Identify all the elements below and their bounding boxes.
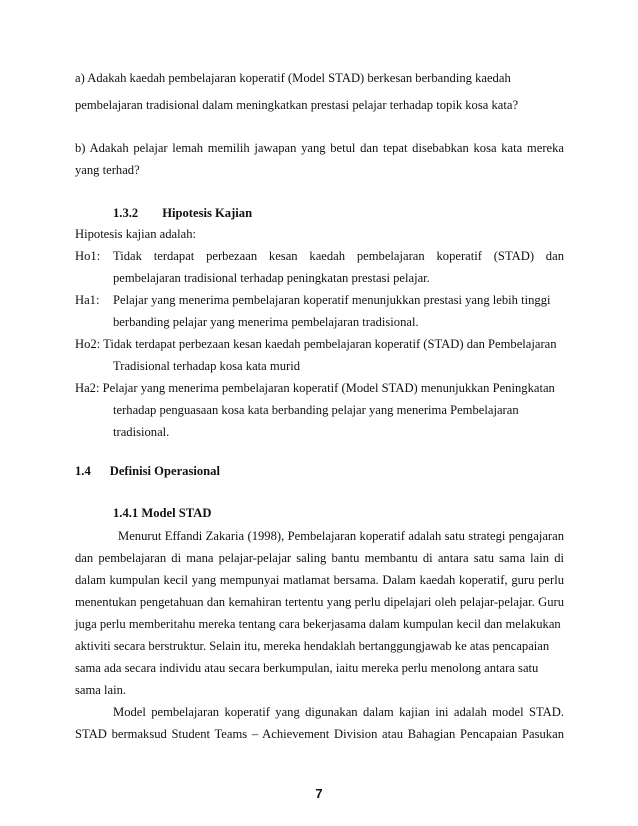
ha1-line-1: Pelajar yang menerima pembelajaran koperatif menunjukkan prestasi yang lebih tinggi [113, 293, 551, 307]
paragraph-1-line-3: dalam kumpulan kecil yang mempunyai matlamat bersama. Dalam kaedah koperatif, guru perlu [75, 573, 564, 587]
question-b-line-1: b) Adakah pelajar lemah memilih jawapan yang betul dan tepat disebabkan kosa kata mereka [75, 141, 564, 155]
ha2-line-2: terhadap penguasaan kosa kata berbanding pelajar yang menerima Pembelajaran [113, 403, 519, 417]
paragraph-1-line-2: dan pembelajaran di mana pelajar-pelajar saling bantu membantu di antara satu sama lain di [75, 551, 564, 565]
section-title: Hipotesis Kajian [162, 206, 253, 220]
question-a-line-1: a) Adakah kaedah pembelajaran koperatif (Model STAD) berkesan berbanding kaedah [75, 71, 511, 85]
question-b-line-2: yang terhad? [75, 163, 140, 177]
section-title: Definisi Operasional [109, 464, 220, 478]
paragraph-1-line-8: sama lain. [75, 683, 127, 697]
ho2-line-2: Tradisional terhadap kosa kata murid [113, 359, 300, 373]
ho2-line-1: Ho2: Tidak terdapat perbezaan kesan kaedah pembelajaran koperatif (STAD) dan Pembelajaran [75, 337, 557, 351]
paragraph-1-line-5: juga perlu memberitahu mereka tentang cara bekerjasama dalam kumpulan kecil dan melakukan [75, 617, 561, 631]
paragraph-1-line-4: menentukan pengetahuan dan kemahiran tertentu yang perlu dipelajari oleh pelajar-pelajar. Guru [75, 595, 564, 609]
paragraph-2-line-2: STAD bermaksud Student Teams – Achievement Division atau Bahagian Pencapaian Pasukan [75, 727, 564, 741]
section-heading-1-3-2 [113, 205, 602, 221]
ha2-line-3: tradisional. [113, 425, 170, 439]
section-heading-1-4-1: 1.4.1 Model STAD [113, 506, 212, 520]
page-number: 7 [315, 786, 323, 801]
ho1-line-1: Tidak terdapat perbezaan kesan kaedah pembelajaran koperatif (STAD) dan [113, 249, 564, 263]
paragraph-1-line-6: aktiviti secara berstruktur. Selain itu, mereka hendaklah bertanggungjawab ke atas pencapaian [75, 639, 550, 653]
section-heading-1-4 [75, 463, 564, 479]
ho1-line-2: pembelajaran tradisional terhadap peningkatan prestasi pelajar. [113, 271, 430, 285]
paragraph-2-line-1: Model pembelajaran koperatif yang digunakan dalam kajian ini adalah model STAD. [113, 705, 564, 719]
section-number: 1.4 [75, 464, 91, 478]
ha1-label: Ha1: [75, 293, 100, 307]
paragraph-1-line-1: Menurut Effandi Zakaria (1998), Pembelajaran koperatif adalah satu strategi pengajaran [118, 529, 564, 543]
ha2-line-1: Ha2: Pelajar yang menerima pembelajaran koperatif (Model STAD) menunjukkan Peningkatan [75, 381, 555, 395]
ha1-line-2: berbanding pelajar yang menerima pembelajaran tradisional. [113, 315, 419, 329]
section-number: 1.3.2 [113, 206, 139, 220]
hypothesis-intro: Hipotesis kajian adalah: [75, 227, 197, 241]
paragraph-1-line-7: sama ada secara individu atau secara berkumpulan, iaitu mereka perlu menolong antara satu [75, 661, 539, 675]
question-a-line-2: pembelajaran tradisional dalam meningkatkan prestasi pelajar terhadap topik kosa kata? [75, 98, 519, 112]
ho1-label: Ho1: [75, 249, 101, 263]
